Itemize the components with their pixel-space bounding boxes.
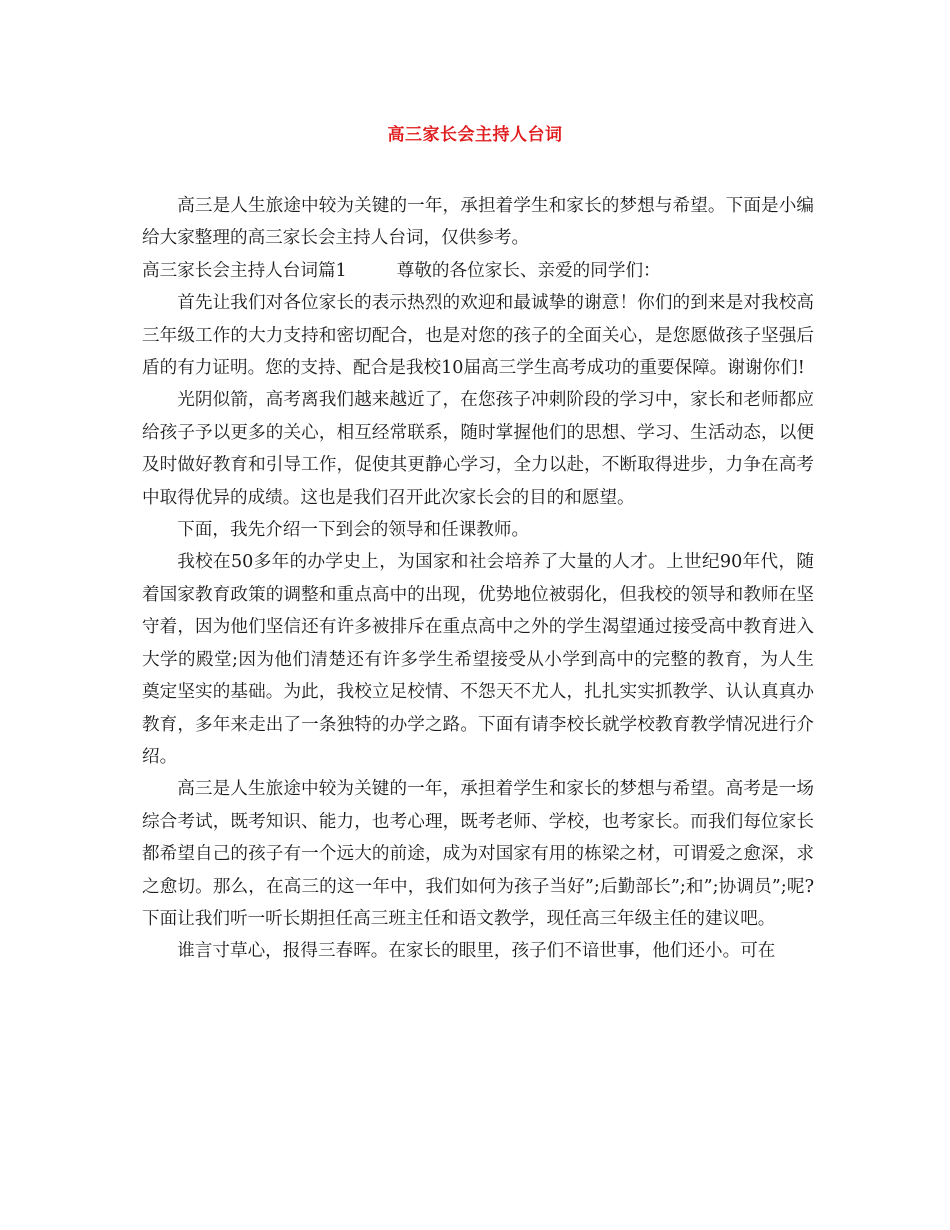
body-paragraph: 下面，我先介绍一下到会的领导和任课教师。 bbox=[177, 520, 530, 541]
body-paragraph: 高三是人生旅途中较为关键的一年，承担着学生和家长的梦想与希望。高考是一场综合考试，既考知识、能力，也考心理，既考老师、学校，也考家长。而我们每位家长都希望自己的孩子有一个远大的前途，成为对国家有用的栋梁之材，可谓爱之愈深，求之愈切。那么，在高三的这一年中，我们如何为孩子当好”;后勤部长”;和”;协调员”;呢?下面让我们听一听长期担任高三班主任和语文教学，现任高三年级主任的建议吧。 bbox=[142, 779, 814, 929]
document-title: 高三家长会主持人台词 bbox=[387, 125, 563, 145]
intro-paragraph: 高三是人生旅途中较为关键的一年，承担着学生和家长的梦想与希望。下面是小编给大家整理的高三家长会主持人台词，仅供参考。 bbox=[142, 196, 814, 249]
body-paragraph: 首先让我们对各位家长的表示热烈的欢迎和最诚挚的谢意！你们的到来是对我校高三年级工作的大力支持和密切配合，也是对您的孩子的全面关心，是您愿做孩子坚强后盾的有力证明。您的支持、配合是我校10届高三学生高考成功的重要保障。谢谢你们! bbox=[142, 293, 814, 379]
body-paragraph: 我校在50多年的办学史上，为国家和社会培养了大量的人才。上世纪90年代，随着国家教育政策的调整和重点高中的出现，优势地位被弱化，但我校的领导和教师在坚守着，因为他们坚信还有许多被排斥在重点高中之外的学生渴望通过接受高中教育进入大学的殿堂;因为他们清楚还有许多学生希望接受从小学到高中的完整的教育，为人生奠定坚实的基础。为此，我校立足校情、不怨天不尤人，扎扎实实抓教学、认认真真办教育，多年来走出了一条独特的办学之路。下面有请李校长就学校教育教学情况进行介绍。 bbox=[142, 552, 814, 767]
body-paragraph: 谁言寸草心，报得三春晖。在家长的眼里，孩子们不谙世事，他们还小。可在 bbox=[177, 941, 776, 962]
section-heading: 高三家长会主持人台词篇1 bbox=[142, 260, 347, 281]
salutation: 尊敬的各位家长、亲爱的同学们： bbox=[396, 260, 661, 281]
document-body bbox=[142, 190, 814, 968]
section-heading-line bbox=[142, 255, 814, 287]
body-paragraph: 光阴似箭，高考离我们越来越近了，在您孩子冲刺阶段的学习中，家长和老师都应给孩子予以更多的关心，相互经常联系，随时掌握他们的思想、学习、生活动态，以便及时做好教育和引导工作，促使其更静心学习，全力以赴，不断取得进步，力争在高考中取得优异的成绩。这也是我们召开此次家长会的目的和愿望。 bbox=[142, 390, 814, 508]
